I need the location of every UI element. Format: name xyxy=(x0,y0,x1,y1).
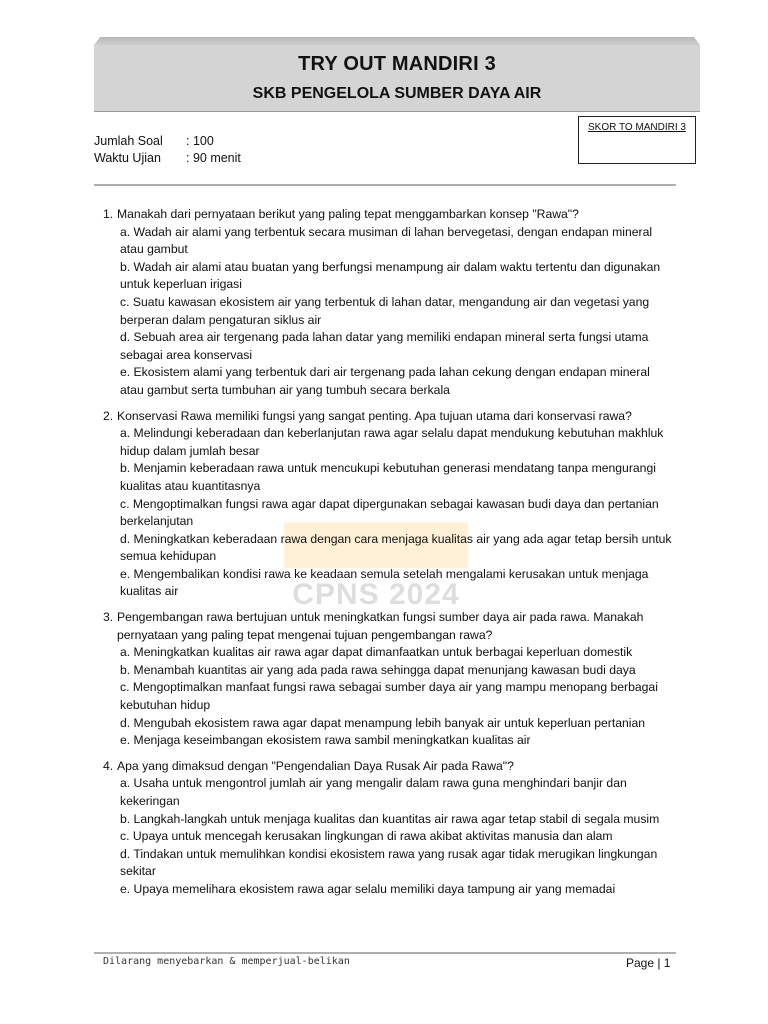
footer-divider xyxy=(94,952,676,954)
question-2 xyxy=(103,408,675,602)
question-1 xyxy=(103,206,675,400)
option-c: c. Mengoptimalkan manfaat fungsi rawa sebagai sumber daya air yang mampu menopang berbagai kebutuhan hidup xyxy=(120,680,658,713)
question-number: 2. xyxy=(103,408,114,423)
score-box-label: SKOR TO MANDIRI 3 xyxy=(588,122,686,133)
question-number: 3. xyxy=(103,610,114,625)
question-text: Konservasi Rawa memiliki fungsi yang sangat penting. Apa tujuan utama dari konservasi rawa? xyxy=(117,408,632,423)
document-title: TRY OUT MANDIRI 3 xyxy=(298,53,496,75)
exam-time-row xyxy=(94,150,241,167)
question-text: Manakah dari pernyataan berikut yang paling tepat menggambarkan konsep "Rawa"? xyxy=(117,207,579,221)
option-c: c. Suatu kawasan ekosistem air yang terbentuk di lahan datar, mengandung air dan vegetasi yang berperan dalam pengaturan siklus air xyxy=(120,294,650,327)
option-e: e. Menjaga keseimbangan ekosistem rawa sambil meningkatkan kualitas air xyxy=(120,733,531,748)
question-text: Pengembangan rawa bertujuan untuk meningkatkan fungsi sumber daya air pada rawa. Manakah pernyataan yang paling tepat mengenai tujuan pengembangan rawa? xyxy=(117,610,644,642)
option-b: b. Wadah air alami atau buatan yang berfungsi menampung air dalam waktu tertentu dan digunakan untuk keperluan irigasi xyxy=(120,259,661,292)
question-text: Apa yang dimaksud dengan "Pengendalian Daya Rusak Air pada Rawa"? xyxy=(117,758,514,773)
question-4 xyxy=(103,758,675,899)
option-e: e. Mengembalikan kondisi rawa ke keadaan semula setelah mengalami kerusakan untuk menjaga kualitas air xyxy=(120,566,649,599)
footer-notice: Dilarang menyebarkan & memperjual-belikan xyxy=(103,956,350,967)
option-b: b. Menjamin keberadaan rawa untuk mencukupi kebutuhan generasi mendatang tanpa mengurangi kualitas atau kuantitasnya xyxy=(120,461,656,493)
exam-info xyxy=(94,133,241,167)
document-header xyxy=(94,45,700,112)
option-a: a. Meningkatkan kualitas air rawa agar dapat dimanfaatkan untuk berbagai keperluan domestik xyxy=(120,645,633,660)
option-e: e. Upaya memelihara ekosistem rawa agar selalu memiliki daya tampung air yang memadai xyxy=(120,881,616,896)
score-box xyxy=(578,116,696,164)
option-a: a. Melindungi keberadaan dan keberlanjutan rawa agar selalu dapat mendukung kebutuhan makhluk hidup dalam jumlah besar xyxy=(120,426,664,458)
option-e: e. Ekosistem alami yang terbentuk dari air tergenang pada lahan cekung dengan endapan mineral atau gambut serta tumbuhan air yang tumbuh secara berkala xyxy=(120,365,650,397)
exam-time-value: : 90 menit xyxy=(186,151,241,165)
option-d: d. Sebuah area air tergenang pada lahan datar yang memiliki endapan mineral serta fungsi utama sebagai area konservasi xyxy=(120,330,649,362)
question-count-value: : 100 xyxy=(186,134,214,148)
option-d: d. Mengubah ekosistem rawa agar dapat menampung lebih banyak air untuk keperluan pertanian xyxy=(120,715,646,730)
header-divider xyxy=(94,184,676,186)
document-subtitle: SKB PENGELOLA SUMBER DAYA AIR xyxy=(252,85,542,102)
question-3 xyxy=(103,609,675,750)
option-d: d. Meningkatkan keberadaan rawa dengan cara menjaga kualitas air yang ada agar tetap bersih untuk semua kehidupan xyxy=(120,531,672,564)
option-c: c. Upaya untuk mencegah kerusakan lingkungan di rawa akibat aktivitas manusia dan alam xyxy=(120,829,613,844)
option-d: d. Tindakan untuk memulihkan kondisi ekosistem rawa yang rusak agar tidak merugikan lingkungan sekitar xyxy=(120,846,658,879)
watermark: CPNS 2024 xyxy=(292,578,460,611)
page-number: Page | 1 xyxy=(626,956,671,970)
question-number: 1. xyxy=(103,207,114,221)
question-number: 4. xyxy=(103,758,114,773)
option-b: b. Langkah-langkah untuk menjaga kualitas dan kuantitas air rawa agar tetap stabil di segala musim xyxy=(120,811,660,826)
exam-time-label: Waktu Ujian xyxy=(94,151,161,165)
option-b: b. Menambah kuantitas air yang ada pada rawa sehingga dapat menunjang kawasan budi daya xyxy=(120,662,636,677)
question-list xyxy=(103,206,675,907)
option-a: a. Wadah air alami yang terbentuk secara musiman di lahan bervegetasi, dengan endapan mineral atau gambut xyxy=(120,224,653,257)
option-c: c. Mengoptimalkan fungsi rawa agar dapat dipergunakan sebagai kawasan budi daya dan pertanian berkelanjutan xyxy=(120,496,659,529)
question-count-row xyxy=(94,133,241,150)
option-a: a. Usaha untuk mengontrol jumlah air yang mengalir dalam rawa guna menghindari banjir dan kekeringan xyxy=(120,776,627,808)
question-count-label: Jumlah Soal xyxy=(94,134,163,148)
